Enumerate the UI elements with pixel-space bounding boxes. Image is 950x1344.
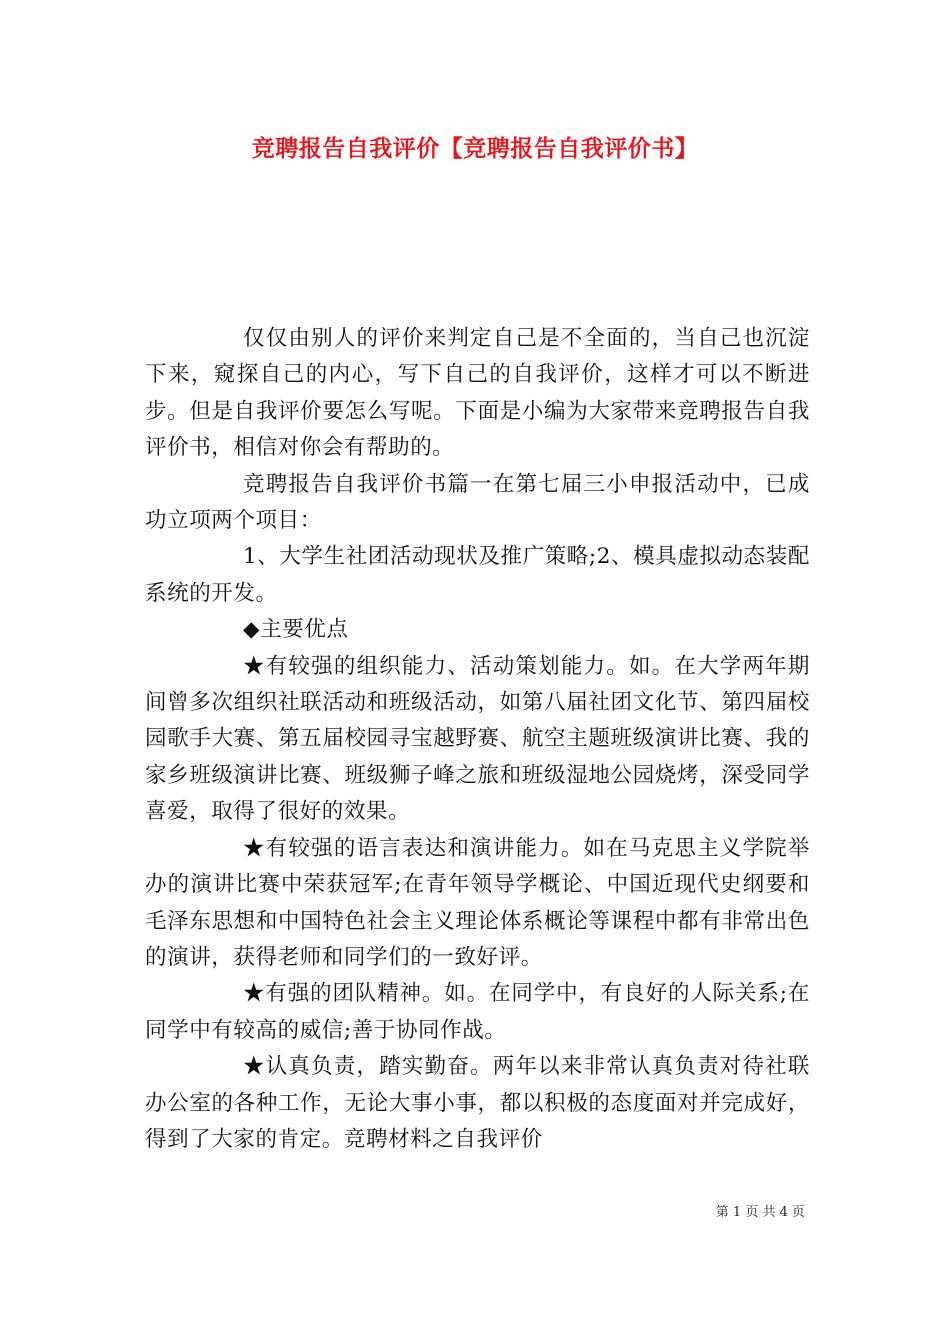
- paragraph-speaking: ★有较强的语言表达和演讲能力。如在马克思主义学院举办的演讲比赛中荣获冠军;在青年领导学概论、中国近现代史纲要和毛泽东思想和中国特色社会主义理论体系概论等课程中都有非常出色的演讲，获得老师和同学们的一致好评。: [145, 835, 810, 970]
- document-body: [145, 321, 810, 1158]
- paragraph-organizing: ★有较强的组织能力、活动策划能力。如。在大学两年期间曾多次组织社联活动和班级活动，如第八届社团文化节、第四届校园歌手大赛、第五届校园寻宝越野赛、航空主题班级演讲比赛、我的家乡班级演讲比赛、班级狮子峰之旅和班级湿地公园烧烤，深受同学喜爱，取得了很好的效果。: [145, 653, 810, 825]
- paragraph-projects: 1、大学生社团活动现状及推广策略;2、模具虚拟动态装配系统的开发。: [145, 544, 810, 606]
- paragraph-diligence: ★认真负责，踏实勤奋。两年以来非常认真负责对待社联办公室的各种工作，无论大事小事，都以积极的态度面对并完成好，得到了大家的肯定。竞聘材料之自我评价: [145, 1054, 810, 1152]
- paragraph-strengths-heading: ◆主要优点: [243, 617, 349, 643]
- document-title: 竞聘报告自我评价【竞聘报告自我评价书】: [251, 136, 699, 162]
- page-number: 第 1 页 共 4 页: [715, 1205, 805, 1220]
- paragraph-essay-one: 竞聘报告自我评价书篇一在第七届三小申报活动中，已成功立项两个项目：: [145, 471, 810, 534]
- paragraph-intro: 仅仅由别人的评价来判定自己是不全面的，当自己也沉淀下来，窥探自己的内心，写下自己的自我评价，这样才可以不断进步。但是自我评价要怎么写呢。下面是小编为大家带来竞聘报告自我评价书，相信对你会有帮助的。: [145, 326, 810, 461]
- paragraph-teamwork: ★有强的团队精神。如。在同学中，有良好的人际关系;在同学中有较高的威信;善于协同作战。: [145, 981, 810, 1043]
